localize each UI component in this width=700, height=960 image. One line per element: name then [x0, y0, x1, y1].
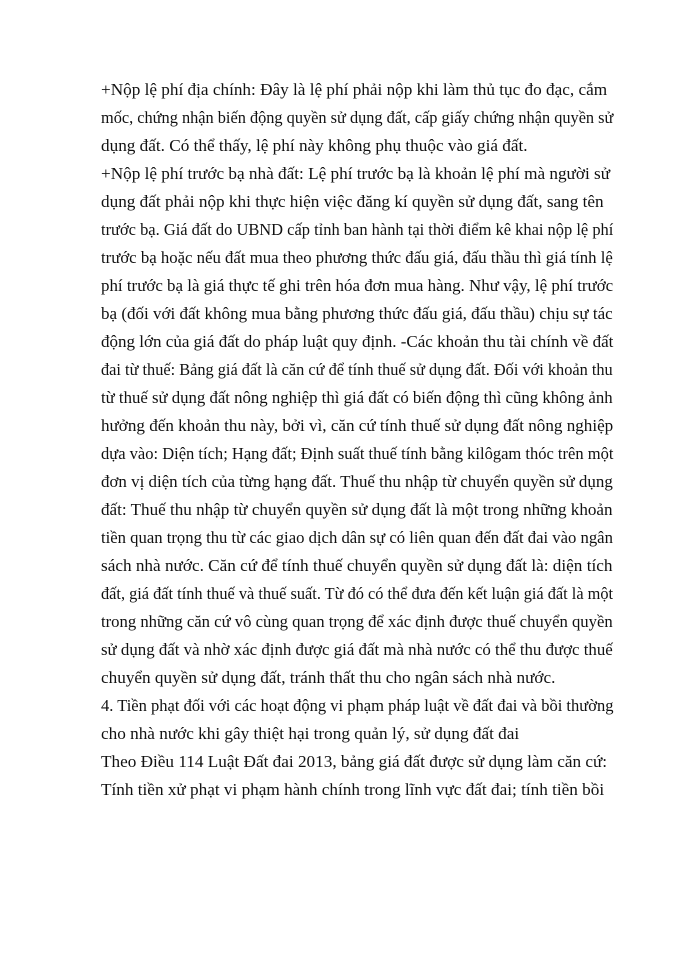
text-line: dựa vào: Diện tích; Hạng đất; Định suất thuế tính bằng kilôgam thóc trên một	[101, 444, 614, 463]
text-line: +Nộp lệ phí địa chính: Đây là lệ phí phải nộp khi làm thủ tục đo đạc, cắm	[101, 80, 608, 99]
text-line: phí trước bạ là giá thực tế ghi trên hóa đơn mua hàng. Như vậy, lệ phí trước	[101, 276, 614, 295]
text-line: trước bạ. Giá đất do UBND cấp tỉnh ban hành tại thời điểm kê khai nộp lệ phí	[101, 220, 614, 239]
text-line: chuyển quyền sử dụng đất, tránh thất thu cho ngân sách nhà nước.	[101, 668, 556, 687]
text-line: sử dụng đất và nhờ xác định được giá đất mà nhà nước có thể thu được thuế	[101, 640, 613, 659]
text-line: đất, giá đất tính thuế và thuế suất. Từ đó có thể đưa đến kết luận giá đất là một	[101, 584, 614, 603]
text-line: trước bạ hoặc nếu đất mua theo phương thức đấu giá, đấu thầu thì giá tính lệ	[101, 248, 613, 267]
text-line: đơn vị diện tích của từng hạng đất. Thuế thu nhập từ chuyển quyền sử dụng	[101, 472, 613, 491]
text-line: dụng đất phải nộp khi thực hiện việc đăng kí quyền sử dụng đất, sang tên	[101, 192, 604, 211]
section-heading-line: cho nhà nước khi gây thiệt hại trong quản lý, sử dụng đất đai	[101, 724, 520, 743]
text-line: đai từ thuế: Bảng giá đất là căn cứ để tính thuế sử dụng đất. Đối với khoản thu	[101, 360, 613, 379]
text-line: sách nhà nước. Căn cứ để tính thuế chuyển quyền sử dụng đất là: diện tích	[101, 556, 613, 575]
text-line: tiền quan trọng thu từ các giao dịch dân sự có liên quan đến đất đai vào ngân	[101, 528, 613, 547]
text-line: trong những căn cứ vô cùng quan trọng để xác định được thuế chuyển quyền	[101, 612, 613, 631]
text-line: từ thuế sử dụng đất nông nghiệp thì giá đất có biến động thì cũng không ảnh	[101, 388, 613, 407]
text-line: Theo Điều 114 Luật Đất đai 2013, bảng giá đất được sử dụng làm căn cứ:	[101, 752, 608, 771]
text-line: động lớn của giá đất do pháp luật quy định. -Các khoản thu tài chính về đất	[101, 332, 614, 351]
text-line: dụng đất. Có thể thấy, lệ phí này không phụ thuộc vào giá đất.	[101, 136, 528, 155]
text-line: đất: Thuế thu nhập từ chuyển quyền sử dụng đất là một trong những khoản	[101, 500, 613, 519]
text-line: +Nộp lệ phí trước bạ nhà đất: Lệ phí trước bạ là khoản lệ phí mà người sử	[101, 164, 611, 183]
text-line: mốc, chứng nhận biến động quyền sử dụng đất, cấp giấy chứng nhận quyền sử	[101, 108, 614, 127]
text-line: hưởng đến khoản thu này, bởi vì, căn cứ tính thuế sử dụng đất nông nghiệp	[101, 416, 614, 435]
text-line: bạ (đối với đất không mua bằng phương thức đấu giá, đấu thầu) chịu sự tác	[101, 304, 613, 323]
text-line: Tính tiền xử phạt vi phạm hành chính trong lĩnh vực đất đai; tính tiền bồi	[101, 780, 605, 799]
section-heading-line: 4. Tiền phạt đối với các hoạt động vi phạm pháp luật về đất đai và bồi thường	[101, 696, 614, 715]
